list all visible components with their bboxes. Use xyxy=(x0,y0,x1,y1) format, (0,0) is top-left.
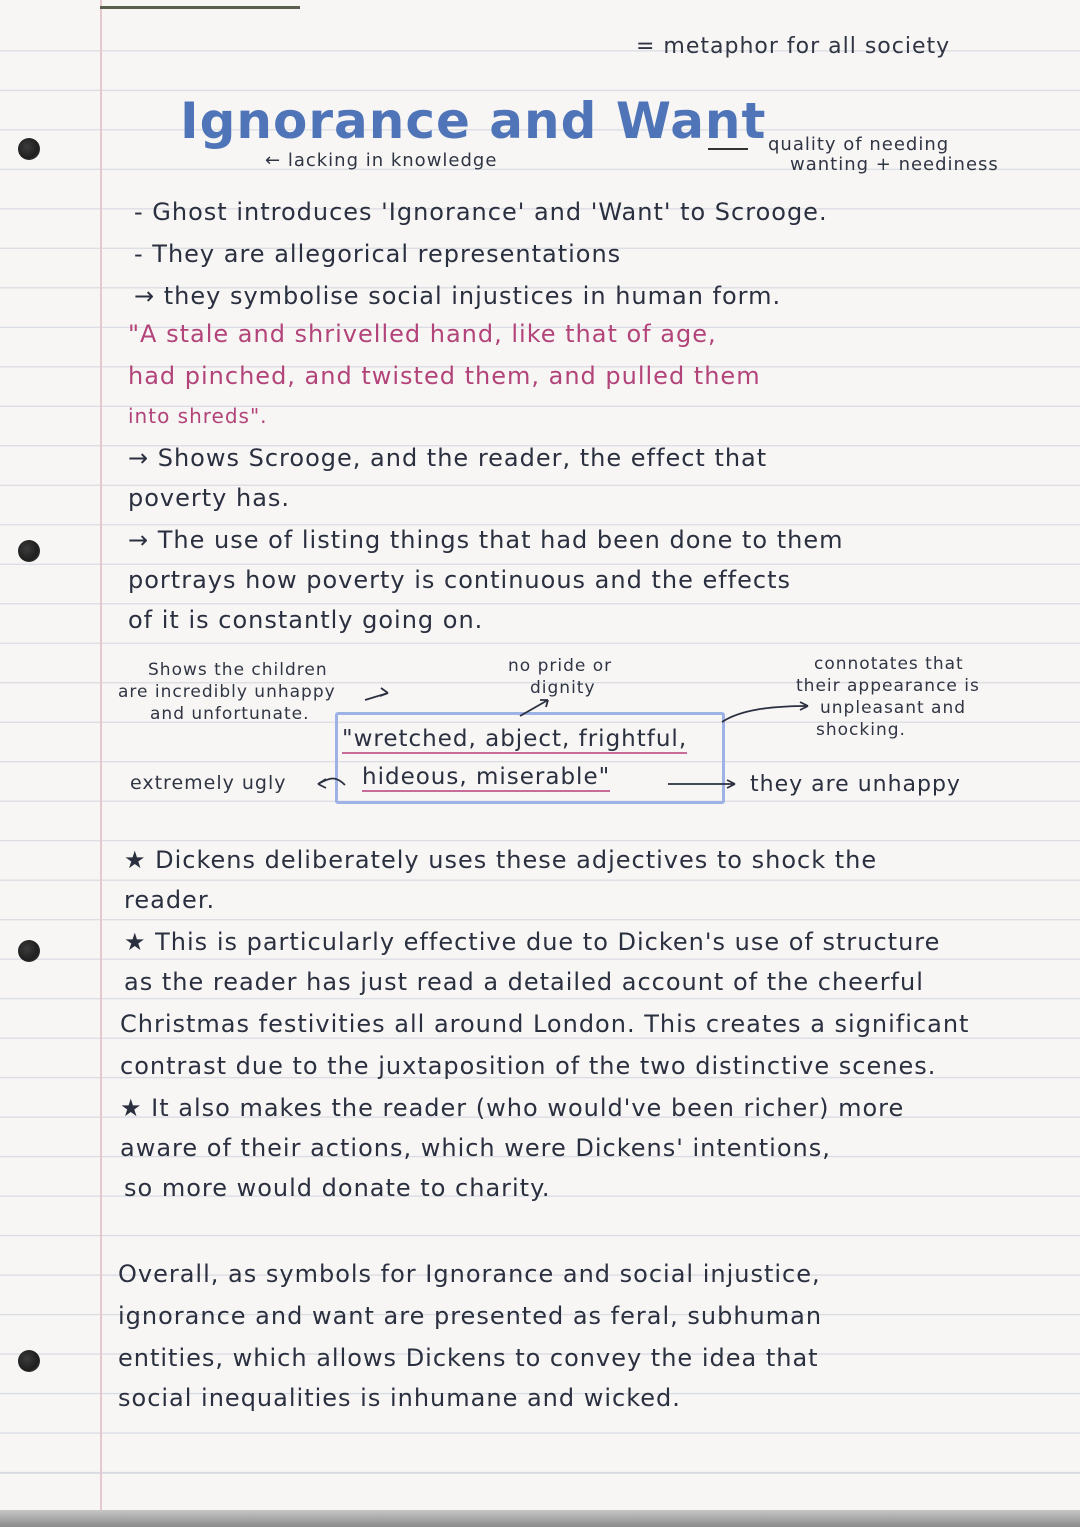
analysis-line: poverty has. xyxy=(128,484,291,512)
analysis-line: of it is constantly going on. xyxy=(128,606,484,634)
diagram-middle-note: dignity xyxy=(530,678,596,698)
star-point-line: Christmas festivities all around London. This creates a significant xyxy=(120,1010,970,1038)
analysis-line: → The use of listing things that had been done to them xyxy=(128,526,844,554)
extremely-ugly-note: extremely ugly xyxy=(130,772,287,794)
diagram-left-note: are incredibly unhappy xyxy=(118,682,336,702)
analysis-line: portrays how poverty is continuous and the effects xyxy=(128,566,792,594)
page-bottom-edge xyxy=(0,1510,1080,1527)
star-point-line: as the reader has just read a detailed account of the cheerful xyxy=(124,968,924,996)
bullet-line: - They are allegorical representations xyxy=(134,240,622,268)
left-annotation: ← lacking in knowledge xyxy=(265,150,498,171)
star-point-line: reader. xyxy=(124,886,216,914)
quote-line: into shreds". xyxy=(128,404,268,428)
diagram-right-note: connotates that xyxy=(814,654,964,674)
quote-line: "A stale and shrivelled hand, like that of age, xyxy=(128,320,717,348)
star-point-line: ★ This is particularly effective due to Dicken's use of structure xyxy=(124,928,941,956)
star-point-line: ★ Dickens deliberately uses these adjectives to shock the xyxy=(124,846,878,874)
diagram-left-note: and unfortunate. xyxy=(150,704,310,724)
arrow-head xyxy=(318,779,326,788)
diagram-left-note: Shows the children xyxy=(148,660,328,680)
diagram-right-note: shocking. xyxy=(816,720,906,740)
left-annotation-text: lacking in knowledge xyxy=(287,150,498,171)
star-point-line: contrast due to the juxtaposition of the two distinctive scenes. xyxy=(120,1052,937,1080)
metaphor-note: = metaphor for all society xyxy=(636,34,951,59)
quote-line: had pinched, and twisted them, and pulled them xyxy=(128,362,761,390)
conclusion-line: entities, which allows Dickens to convey the idea that xyxy=(118,1344,819,1372)
boxed-quote-text: hideous, miserable" xyxy=(362,764,611,790)
star-point-line: aware of their actions, which were Dickens' intentions, xyxy=(120,1134,831,1162)
right-annotation-line1: quality of needing xyxy=(768,134,950,155)
boxed-quote-text: "wretched, abject, frightful, xyxy=(342,726,688,752)
arrow-head xyxy=(380,688,388,696)
conclusion-line: ignorance and want are presented as feral, subhuman xyxy=(118,1302,823,1330)
unhappy-note: they are unhappy xyxy=(750,772,961,797)
diagram-right-note: their appearance is xyxy=(796,676,980,696)
bullet-line: - Ghost introduces 'Ignorance' and 'Want' to Scrooge. xyxy=(134,198,828,226)
arrow-to-middle-note xyxy=(520,700,548,716)
star-point-line: so more would donate to charity. xyxy=(124,1174,551,1202)
conclusion-line: Overall, as symbols for Ignorance and social injustice, xyxy=(118,1260,821,1288)
right-annotation-line2: wanting + neediness xyxy=(790,154,999,175)
diagram-middle-note: no pride or xyxy=(508,656,613,676)
star-point-line: ★ It also makes the reader (who would've been richer) more xyxy=(120,1094,905,1122)
page-title: Ignorance and Want xyxy=(180,92,767,150)
arrow-to-right-note xyxy=(722,706,808,722)
conclusion-line: social inequalities is inhumane and wicked. xyxy=(118,1384,681,1412)
bullet-line: → they symbolise social injustices in human form. xyxy=(134,282,782,310)
analysis-line: → Shows Scrooge, and the reader, the effect that xyxy=(128,444,768,472)
diagram-right-note: unpleasant and xyxy=(820,698,967,718)
